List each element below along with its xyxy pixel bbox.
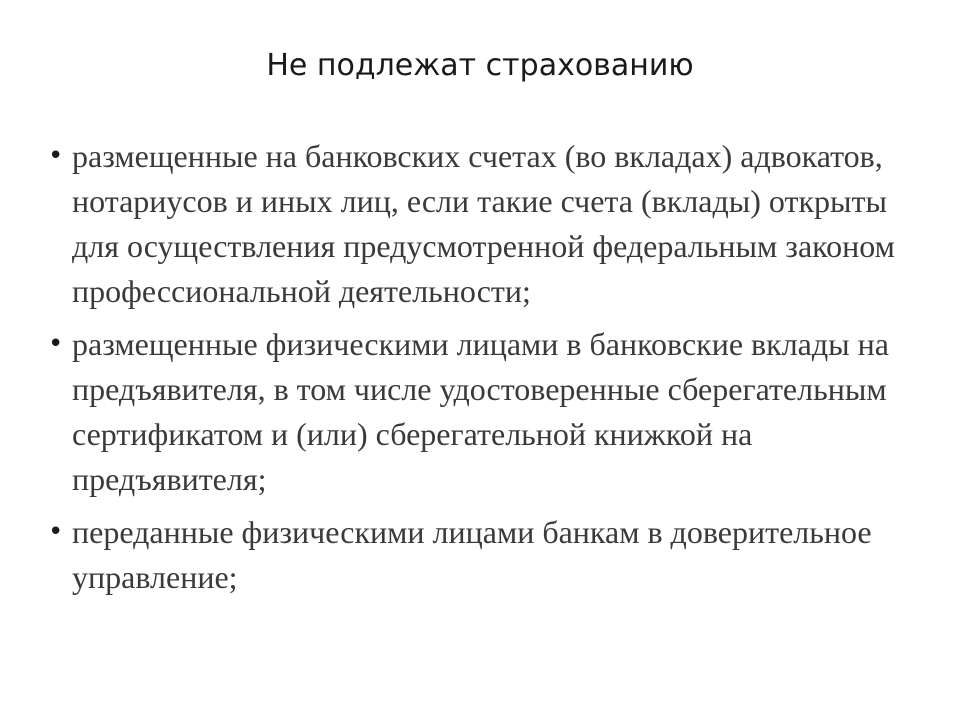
list-item-text: размещенные физическими лицами в банковские вклады на предъявителя, в том числе удостоверенные сберегательным сертификатом и (или) сберегательной книжкой на предъявителя; xyxy=(72,326,889,497)
bullet-list xyxy=(44,134,924,608)
slide-title: Не подлежат страхованию xyxy=(266,48,694,83)
list-item-text: переданные физическими лицами банкам в доверительное управление; xyxy=(72,514,872,595)
list-item-text: размещенные на банковских счетах (во вкладах) адвокатов, нотариусов и иных лиц, если такие счета (вклады) открыты для осуществления предусмотренной федеральным законом профессиональной деятельности; xyxy=(72,138,895,309)
list-item xyxy=(44,322,924,502)
bullet-dot-icon: • xyxy=(48,517,64,547)
bullet-dot-icon: • xyxy=(48,329,64,359)
list-item xyxy=(44,510,924,600)
list-item xyxy=(44,134,924,314)
bullet-dot-icon: • xyxy=(48,141,64,171)
